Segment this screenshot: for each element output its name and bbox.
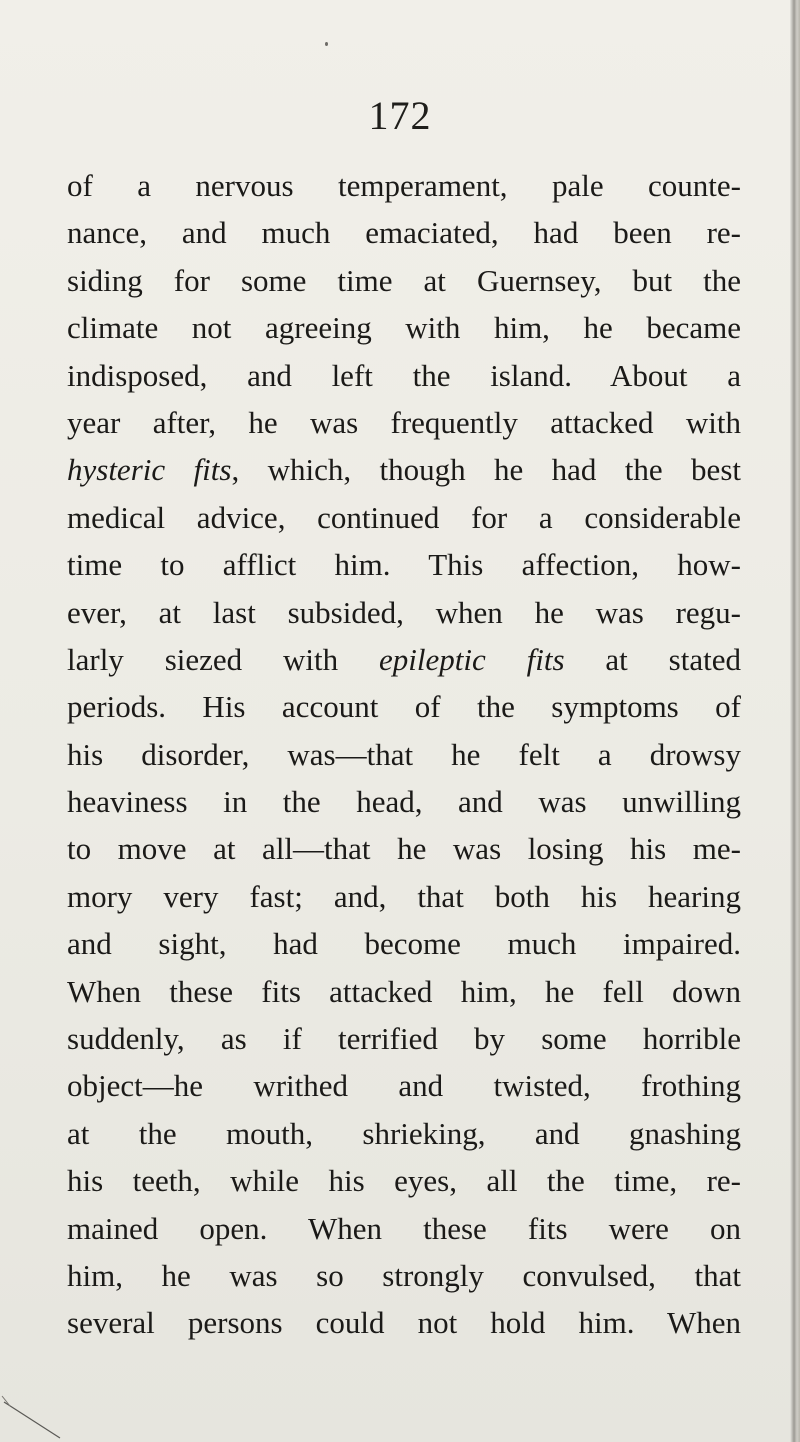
italic-term: epileptic fits bbox=[379, 641, 565, 677]
text-line: periods. His account of the symptoms of bbox=[67, 689, 741, 725]
text-line: suddenly, as if terrified by some horrible bbox=[67, 1021, 741, 1057]
text-line: siding for some time at Guernsey, but the bbox=[67, 262, 741, 298]
text-line: several persons could not hold him. When bbox=[67, 1305, 741, 1341]
text-line: object—he writhed and twisted, frothing bbox=[67, 1068, 741, 1104]
text-line: and sight, had become much impaired. bbox=[67, 926, 741, 962]
text-line: mory very fast; and, that both his hearing bbox=[67, 878, 741, 914]
body-text bbox=[67, 162, 741, 1347]
text-line: ever, at last subsided, when he was regu- bbox=[67, 594, 741, 630]
page-edge-shadow bbox=[790, 0, 800, 1442]
italic-term: hysteric fits bbox=[67, 452, 232, 488]
text-line: indisposed, and left the island. About a bbox=[67, 357, 741, 393]
page-number: 172 bbox=[368, 93, 432, 138]
text-line: mained open. When these fits were on bbox=[67, 1210, 741, 1246]
text-line: to move at all—that he was losing his me- bbox=[67, 831, 741, 867]
text-line: of a nervous temperament, pale counte- bbox=[67, 168, 741, 203]
text-line: larly siezed with epileptic fits at stated bbox=[67, 641, 741, 677]
text-line: year after, he was frequently attacked with bbox=[67, 404, 741, 440]
text-line: heaviness in the head, and was unwilling bbox=[67, 784, 741, 820]
text-line: at the mouth, shrieking, and gnashing bbox=[67, 1115, 741, 1151]
text-line: nance, and much emaciated, had been re- bbox=[67, 215, 741, 251]
text-line: his disorder, was—that he felt a drowsy bbox=[67, 736, 741, 772]
text-line: time to afflict him. This affection, how- bbox=[67, 547, 741, 583]
text-line: When these fits attacked him, he fell down bbox=[67, 973, 741, 1009]
text-line: him, he was so strongly convulsed, that bbox=[67, 1257, 741, 1293]
text-line: his teeth, while his eyes, all the time, re- bbox=[67, 1163, 741, 1199]
page-corner-crease bbox=[0, 1372, 70, 1442]
text-line: climate not agreeing with him, he became bbox=[67, 310, 741, 346]
text-line: medical advice, continued for a considerable bbox=[67, 499, 741, 535]
text-line: hysteric fits, which, though he had the best bbox=[67, 452, 741, 488]
ink-speck bbox=[325, 42, 328, 46]
